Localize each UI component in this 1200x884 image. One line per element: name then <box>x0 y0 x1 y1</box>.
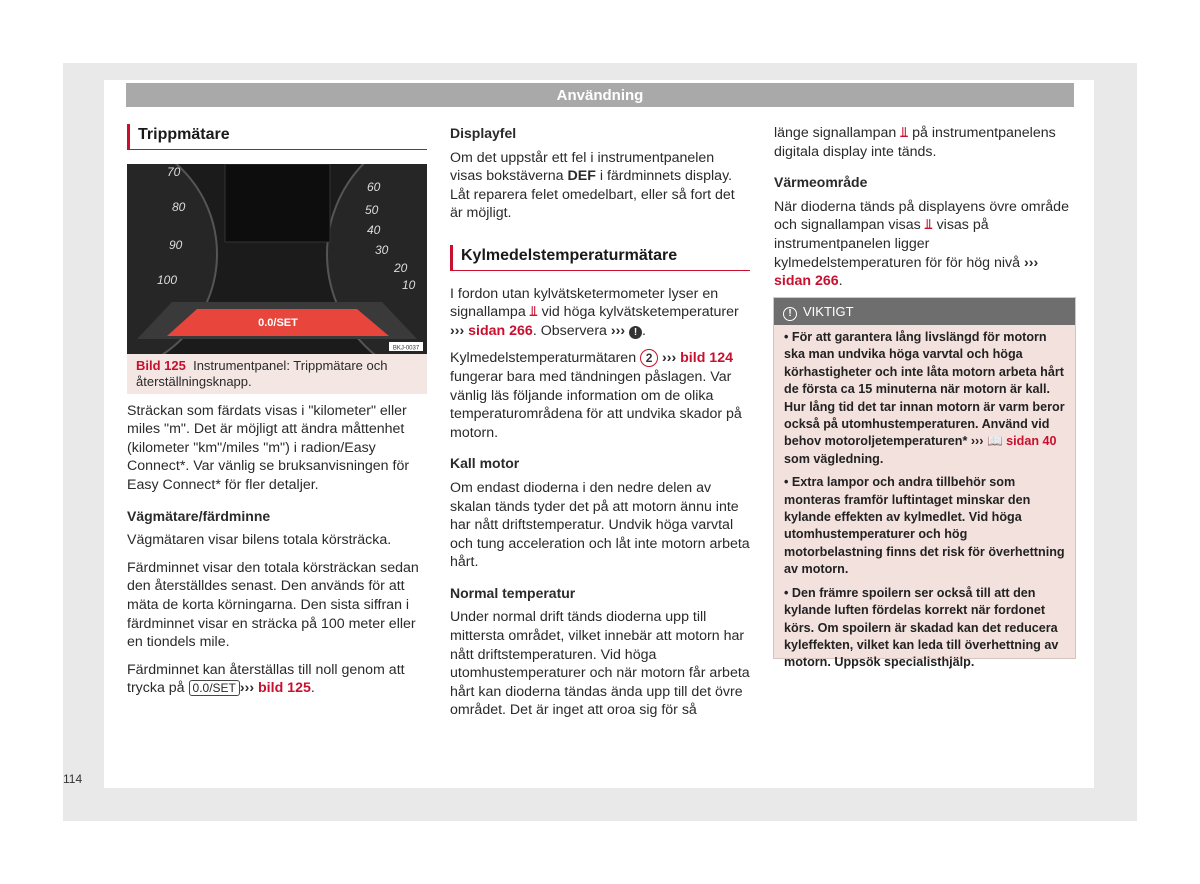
warning-bullet-1-text: • För att garantera lång livslängd för motorn ska man undvika höga varvtal och höga körhastigheter och inte låta motorn arbeta hårt de första ca 15 minuterna när motorn är kall. Hur lång tid det tar innan motorn är varm beror också på utomhustemperaturen. Använd vid behov motoroljetemperaturen* <box>784 330 1065 449</box>
subheading-normal-temperatur: Normal temperatur <box>450 584 576 601</box>
paragraph-fardminne: Färdminnet visar den totala körsträckan sedan den återställdes senast. Den används för att mäta de korta körningarna. Den sista siffran i färdminnet visar en sträcka på 100 meter eller en tiondels mile. <box>127 559 419 651</box>
column-3 <box>774 124 1074 300</box>
page-number: 114 <box>63 772 83 786</box>
figure-ref: Bild 125 <box>136 357 186 373</box>
varme-text-b: visas på instrumentpanelen ligger kylmedelstemperaturen för för hög nivå <box>774 217 1021 271</box>
warning-exclamation-icon: ! <box>629 326 642 339</box>
warning-header <box>774 298 1075 325</box>
period: . <box>642 322 646 339</box>
arrow-symbol: ››› <box>239 680 255 697</box>
intro-paragraph: Sträckan som färdats visas i "kilometer" eller miles "m". Det är möjligt att ändra måttenhet (kilometer "km"/miles "m") i radion/Easy Connect*. Var vänlig se bruksanvisningen för Easy Connect* för fler detaljer. <box>127 402 410 493</box>
paragraph-continued <box>774 124 1074 161</box>
paragraph-matare <box>450 349 750 442</box>
displayfel-text-a: Om det uppstår ett fel i instrumentpanelen visas bokstäverna <box>450 149 715 185</box>
section-title-kylmedel: Kylmedelstemperaturmätare <box>450 245 750 271</box>
subheading-varmeomrade: Värmeområde <box>774 174 868 191</box>
arrow-symbol: ››› <box>662 350 677 367</box>
paragraph-displayfel <box>450 149 750 223</box>
figure-caption-text: Instrumentpanel: Trippmätare och återställningsknapp. <box>136 357 388 389</box>
arrow-symbol: ››› <box>450 322 465 339</box>
link-sidan-40[interactable]: sidan 40 <box>1006 434 1057 449</box>
figure-code: BKJ-0037 <box>392 345 420 352</box>
coolant-temp-icon: ⫫ <box>529 304 538 321</box>
warning-bullet-2: • Extra lampor och andra tillbehör som monteras framför luftintaget minskar den kylande effekten av kylmedlet. Vid höga utomhustemperaturer och hög motorbelastning finns det risk för överhettning av motorn. <box>784 475 1065 577</box>
p2-text-a: Kylmedelstemperaturmätaren <box>450 350 637 367</box>
period: . <box>838 273 843 290</box>
paragraph-kall-motor: Om endast dioderna i den nedre delen av skalan tänds tyder det på att motorn ännu inte har nått driftstemperatur. Undvik höga varvtal och tung acceleration och låt inte motorn arbeta hårt. <box>450 479 750 571</box>
right-scale-5: 10 <box>402 277 416 292</box>
warning-title: VIKTIGT <box>803 304 854 319</box>
varme-text-a: När dioderna tänds på displayens övre område och signallampan visas <box>774 198 1069 234</box>
info-icon: ! <box>783 307 797 321</box>
paragraph-normal-temperatur: Under normal drift tänds dioderna upp till mittersta området, vilket innebär att motorn har nått driftstemperaturen. Vid höga utomhustemperaturer och när motorn får arbeta hårt kan dioderna tändas ända upp till det övre området. Det är inget att oroa sig för så <box>450 609 750 719</box>
right-scale-2: 40 <box>367 222 381 237</box>
paragraph-signallampa <box>450 285 750 341</box>
section-title-trippmatare: Trippmätare <box>127 124 427 150</box>
period: . <box>310 680 315 697</box>
left-scale-3: 100 <box>157 272 178 287</box>
warning-box <box>773 297 1076 670</box>
subheading-kall-motor: Kall motor <box>450 455 520 472</box>
subheading-vagmatare: Vägmätare/färdminne <box>127 507 271 524</box>
left-scale-0: 70 <box>167 164 181 179</box>
reset-button-label: 0.0/SET <box>258 316 298 329</box>
link-bild-125[interactable]: bild 125 <box>258 680 311 697</box>
number-2-callout: 2 <box>640 349 658 367</box>
figure-instrument-panel <box>127 164 427 394</box>
def-code: DEF <box>567 168 596 185</box>
paragraph-varmeomrade <box>774 198 1074 291</box>
warning-body <box>774 325 1075 672</box>
p1-text-a: I fordon utan kylvätsketermometer lyser en signallampa <box>450 285 719 321</box>
warning-bullet-1 <box>784 329 1065 468</box>
arrow-symbol: ››› <box>610 322 626 339</box>
link-sidan-266[interactable]: sidan 266 <box>468 322 533 339</box>
warning-bullet-3: • Den främre spoilern ser också till att den kylande luften fördelas korrekt när fordonet körs. Om spoilern är skadad kan det reducera kyleffekten, vilket kan leda till överhettning av motorn. Uppsök specialisthjälp. <box>784 585 1059 670</box>
reset-button-symbol: 0.0/SET <box>189 680 240 696</box>
coolant-temp-icon: ⫫ <box>900 125 909 141</box>
p1-text-b: vid höga kylvätsketemperaturer <box>541 304 739 321</box>
section-header: Användning <box>126 83 1074 107</box>
column-1 <box>127 124 427 707</box>
left-scale-2: 90 <box>169 237 183 252</box>
paragraph-reset <box>127 661 427 698</box>
p1-text-c: . Observera <box>532 322 607 339</box>
paragraph-vagmatare: Vägmätaren visar bilens totala körsträcka. <box>127 532 392 549</box>
right-scale-3: 30 <box>375 242 389 257</box>
book-icon: 📖 <box>986 434 1003 449</box>
left-scale-1: 80 <box>172 199 186 214</box>
arrow-symbol: ››› <box>970 434 984 449</box>
p2-text-b: fungerar bara med tändningen påslagen. Var vänlig läs följande information om de olika temperaturområdena för att undvika skador på motorn. <box>450 368 742 441</box>
link-sidan-266[interactable]: sidan 266 <box>774 273 839 290</box>
right-scale-0: 60 <box>367 179 381 194</box>
displayfel-text-b: i färdminnets display. Låt reparera felet omedelbart, eller så fort det är möjligt. <box>450 168 735 222</box>
arrow-symbol: ››› <box>1024 254 1039 271</box>
reset-text: Färdminnet kan återställas till noll genom att trycka på <box>127 661 405 697</box>
warning-bullet-1-end: som vägledning. <box>784 451 884 466</box>
right-scale-4: 20 <box>394 260 408 275</box>
column-2 <box>450 124 750 729</box>
link-bild-124[interactable]: bild 124 <box>680 350 733 367</box>
instrument-panel-image <box>127 164 427 354</box>
right-scale-1: 50 <box>365 202 379 217</box>
cont-text-b: på instrumentpanelens digitala display inte tänds. <box>774 125 1056 160</box>
cont-text-a: länge signallampan <box>774 125 897 141</box>
figure-caption <box>127 354 427 396</box>
coolant-temp-icon: ⫫ <box>924 217 933 234</box>
subheading-displayfel: Displayfel <box>450 125 517 141</box>
